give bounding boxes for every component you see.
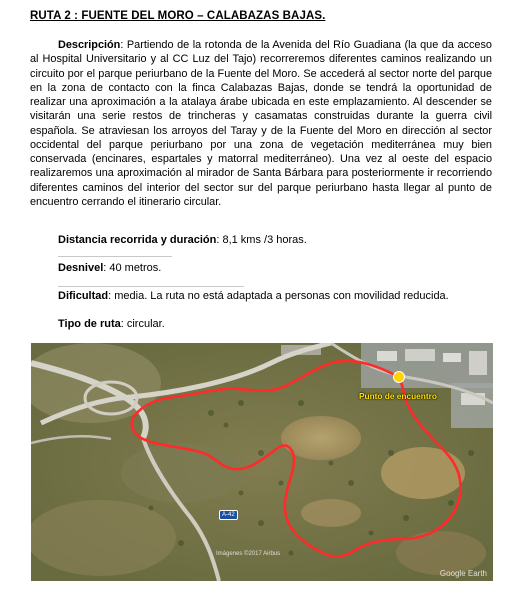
slope-divider: [58, 286, 244, 287]
map-watermark: Google Earth: [439, 569, 487, 578]
road-label: A-42: [219, 510, 238, 520]
building: [377, 351, 397, 361]
route-type-label: Tipo de ruta: [58, 318, 121, 330]
description-label: Descripción: [58, 39, 121, 51]
distance-field: [58, 234, 307, 246]
building: [469, 351, 487, 375]
slope-label: Desnivel: [58, 262, 104, 274]
route-type-value: : circular.: [120, 318, 165, 330]
route-map: [31, 343, 493, 581]
distance-label: Distancia recorrida y duración: [58, 234, 217, 246]
distance-divider: [58, 256, 172, 257]
field-area: [381, 447, 465, 499]
field-area: [301, 499, 361, 527]
difficulty-label: Dificultad: [58, 290, 109, 302]
building: [405, 349, 435, 361]
meeting-point-marker: [394, 372, 405, 383]
distance-value: : 8,1 kms /3 horas.: [216, 234, 307, 246]
slope-value: : 40 metros.: [103, 262, 162, 274]
field-area: [31, 500, 176, 576]
route-title: RUTA 2 : FUENTE DEL MORO – CALABAZAS BAJAS.: [30, 10, 326, 22]
meeting-point-label: Punto de encuentro: [359, 391, 437, 401]
difficulty-value: : media. La ruta no está adaptada a personas con movilidad reducida.: [108, 290, 449, 302]
image-credit: Imágenes ©2017 Airbus: [216, 551, 281, 557]
description-text: : Partiendo de la rotonda de la Avenida del Río Guadiana (la que da acceso al Hospital Universitario y al CC Luz del Tajo) recorreremos diferentes caminos realizando un circuito por el parque periurbano de la Fuente del Moro. Se accederá al sector norte del parque en la zona de contacto con la finca Calabazas Bajas, donde se tendrá la oportunidad de realizar una aproximación a la atalaya árabe ubicada en este emplazamiento. Al descender se visitarán una serie restos de trincheras y casamatas construidas durante la guerra civil española. Se atraviesan los arroyos del Taray y de la Fuente del Moro en dirección al sector occidental del parque periurbano por una zona de vegetación mediterránea muy bien conservada (encinares, espartales y matorral mediterráneo). Una vez al oeste del espacio realizaremos una aproximación al mirador de Santa Bárbara para posteriormente ir recorriendo diferentes caminos del interior del sector sur del parque periurbano hasta llegar al punto de encuentro cerrando el itinerario circular.: [30, 39, 492, 208]
map-image: [31, 343, 493, 581]
building: [443, 353, 461, 362]
slope-field: [58, 262, 161, 274]
difficulty-field: [58, 290, 449, 302]
route-type-field: [58, 318, 165, 330]
field-area: [121, 443, 241, 503]
description-paragraph: [30, 38, 492, 209]
